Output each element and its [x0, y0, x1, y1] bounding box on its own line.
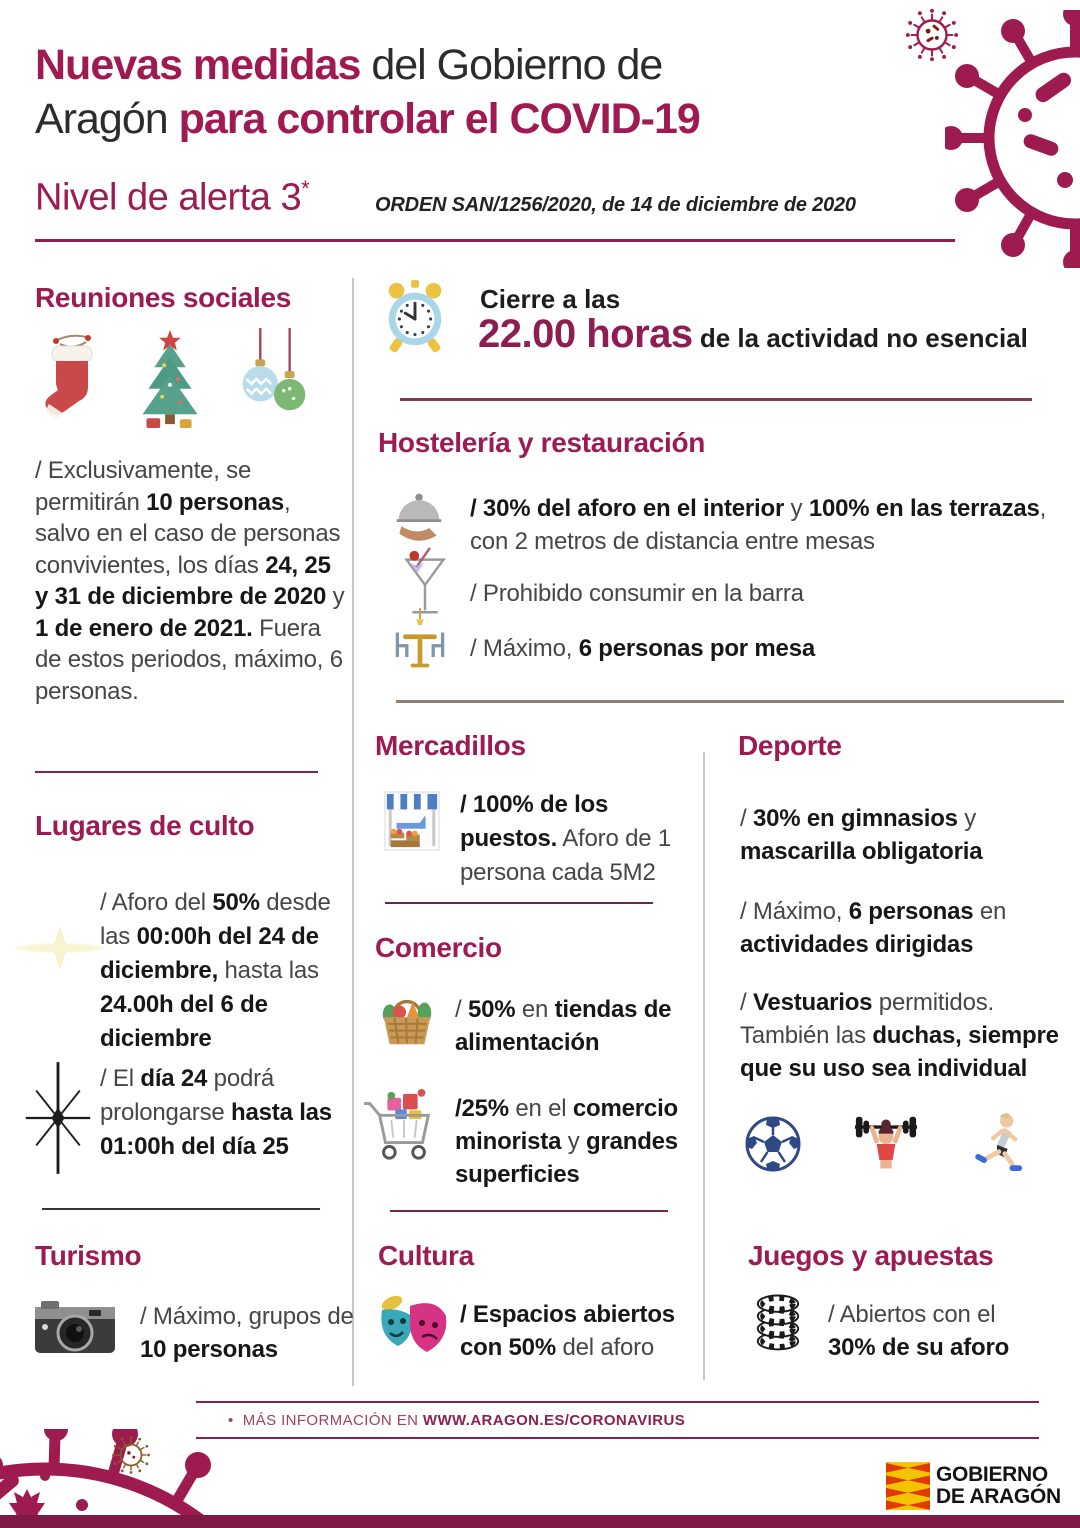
- comercio-item-0: / 50% en tiendas de alimentación: [455, 996, 672, 1056]
- market-stall-icon: [383, 790, 441, 857]
- closure-intro: Cierre a las: [480, 284, 621, 314]
- section-title-juegos: Juegos y apuestas: [748, 1240, 994, 1271]
- christmas-icons-row: [40, 328, 308, 435]
- hosteleria-item-1: / Prohibido consumir en la barra: [470, 580, 804, 607]
- camera-icon: [33, 1297, 117, 1364]
- culto-item-0: / Aforo del 50% desde las 00:00h del 24 de diciembre, hasta las 24.00h del 6 de diciembre: [100, 889, 331, 1052]
- table-chairs-icon: [388, 608, 452, 679]
- logo-line1: GOBIERNO: [936, 1463, 1048, 1486]
- faint-star-icon: [14, 922, 106, 979]
- footer-divider-top: [196, 1401, 1039, 1403]
- section-title-deporte: Deporte: [738, 730, 842, 761]
- grocery-basket-icon: [376, 988, 438, 1055]
- page-title: [35, 38, 915, 146]
- hosteleria-item-0: / 30% del aforo en el interior y 100% en las terrazas, con 2 metros de distancia entre mesas: [470, 495, 1047, 555]
- closure-line: [478, 312, 1028, 357]
- virus-outline-icon-footer: [110, 1434, 152, 1481]
- theater-masks-icon: [376, 1292, 450, 1361]
- section-title-turismo: Turismo: [35, 1240, 142, 1271]
- poker-chips-icon: [753, 1290, 803, 1357]
- banner-divider: [400, 398, 1032, 401]
- deporte-item-1: / Máximo, 6 personas en actividades dirigidas: [740, 898, 1007, 958]
- section-title-culto: Lugares de culto: [35, 810, 255, 841]
- column-divider-left: [352, 278, 354, 1386]
- gobierno-aragon-logo: [936, 1464, 1061, 1508]
- column-divider-right: [703, 752, 705, 1380]
- sport-icons-row: [744, 1112, 1024, 1181]
- section-title-reuniones: Reuniones sociales: [35, 282, 292, 313]
- aragon-flag-icon: [886, 1462, 930, 1515]
- weightlifting-icon: [850, 1112, 922, 1181]
- header-divider: [35, 239, 955, 242]
- section-title-comercio: Comercio: [375, 932, 502, 963]
- christmas-ornaments-icon: [238, 328, 308, 429]
- footer-info: [228, 1412, 685, 1429]
- section-title-cultura: Cultura: [378, 1240, 474, 1271]
- alarm-clock-icon: [383, 278, 447, 361]
- alert-level: Nivel de alerta 3*: [35, 176, 310, 219]
- alert-asterisk: *: [301, 176, 310, 201]
- reuniones-paragraph: / Exclusivamente, se permitirán 10 personas, salvo en el caso de personas convivientes, los días 24, 25 y 31 de diciembre de 2020 y 1 de enero de 2021. Fuera de estos periodos, máximo, 6 personas.: [35, 457, 345, 705]
- soccer-ball-icon: [744, 1115, 802, 1178]
- culto-item-1: / El día 24 podrá prolongarse hasta las 01:00h del día 25: [100, 1065, 332, 1160]
- deporte-item-0: / 30% en gimnasios y mascarilla obligatoria: [740, 805, 983, 865]
- turismo-item-0: / Máximo, grupos de 10 personas: [140, 1303, 354, 1363]
- star-of-bethlehem-icon: [22, 1062, 94, 1179]
- order-reference: ORDEN SAN/1256/2020, de 14 de diciembre de 2020: [375, 194, 856, 216]
- serving-cloche-icon: [392, 488, 446, 549]
- cultura-item-0: / Espacios abiertos con 50% del aforo: [460, 1301, 675, 1361]
- section-title-mercadillos: Mercadillos: [375, 730, 526, 761]
- footer-info-prefix: MÁS INFORMACIÓN EN: [242, 1412, 423, 1429]
- virus-large-icon: [945, 10, 1080, 273]
- christmas-tree-icon: [134, 328, 206, 435]
- page-title-line1: Nuevas medidas del Gobierno de: [35, 41, 663, 89]
- comercio-item-1: /25% en el comercio minorista y grandes superficies: [455, 1095, 679, 1188]
- comercio-divider: [390, 1210, 668, 1212]
- mercadillos-divider: [385, 902, 653, 904]
- closure-detail: de la actividad no esencial: [692, 323, 1028, 353]
- mercadillos-item-0: / 100% de los puestos. Aforo de 1 persona cada 5M2: [460, 791, 671, 886]
- reuniones-divider: [35, 771, 318, 773]
- runner-icon: [970, 1112, 1024, 1181]
- culto-turismo-divider: [42, 1208, 320, 1210]
- section-title-hosteleria: Hostelería y restauración: [378, 427, 706, 458]
- shopping-cart-icon: [362, 1088, 444, 1169]
- footer-info-url[interactable]: WWW.ARAGON.ES/CORONAVIRUS: [422, 1412, 686, 1429]
- closure-time: 22.00 horas: [478, 312, 693, 356]
- juegos-item-0: / Abiertos con el 30% de su aforo: [828, 1301, 1010, 1361]
- hosteleria-item-2: / Máximo, 6 personas por mesa: [470, 635, 815, 662]
- page-title-line2: Aragón para controlar el COVID-19: [35, 95, 700, 143]
- deporte-item-2: / Vestuarios permitidos. También las duchas, siempre que su uso sea individual: [740, 989, 1059, 1082]
- christmas-stocking-icon: [40, 328, 102, 433]
- logo-line2: DE ARAGÓN: [936, 1485, 1061, 1508]
- footer-bullet: •: [228, 1412, 234, 1429]
- footer-divider-bottom: [196, 1437, 1039, 1439]
- bottom-bar: [0, 1515, 1080, 1528]
- hosteleria-divider: [396, 700, 1064, 703]
